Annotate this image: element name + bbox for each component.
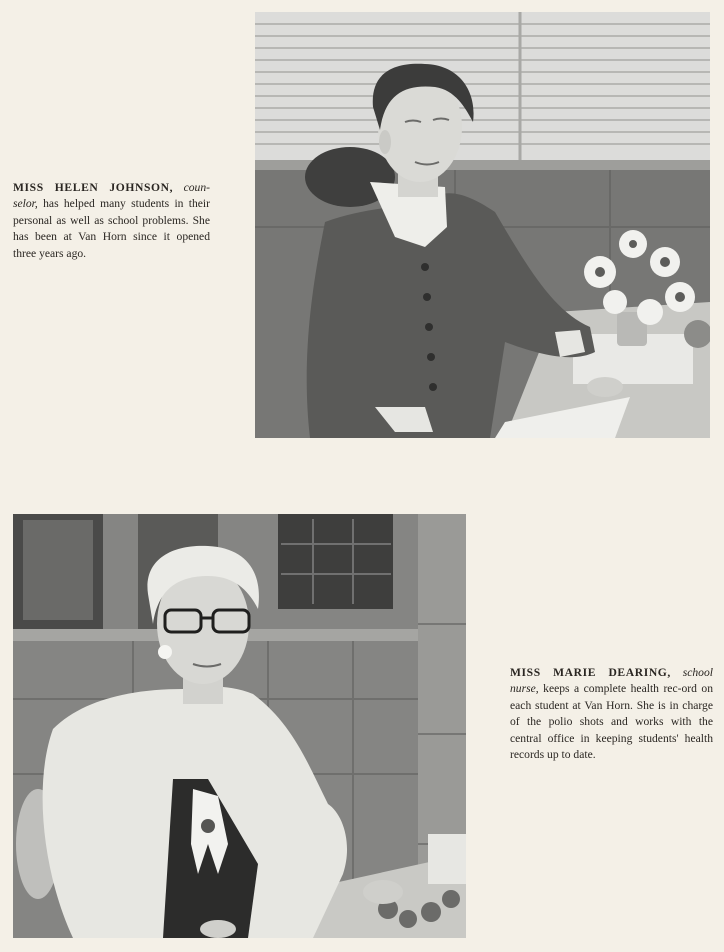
- profile-description: has helped many students in their personal as well as school problems. She has been at Van Horn since it opened three years ago.: [13, 197, 211, 260]
- profile-description: keeps a complete health rec-ord on each student at Van Horn. She is in charge of the polio shots and works with the central office in keeping students' health records up to date.: [510, 682, 713, 762]
- profile-role: school nurse,: [510, 666, 713, 696]
- profile-role: coun-selor,: [13, 181, 210, 211]
- counselor-photo-illustration: [255, 12, 710, 438]
- profile-name: MISS MARIE DEARING,: [510, 666, 671, 679]
- profile-caption-dearing: [510, 665, 713, 763]
- profile-caption-johnson: [13, 180, 210, 262]
- photo-nurse: [13, 514, 466, 938]
- photo-counselor: [255, 12, 710, 438]
- nurse-photo-illustration: [13, 514, 466, 938]
- profile-name: MISS HELEN JOHNSON,: [13, 181, 174, 194]
